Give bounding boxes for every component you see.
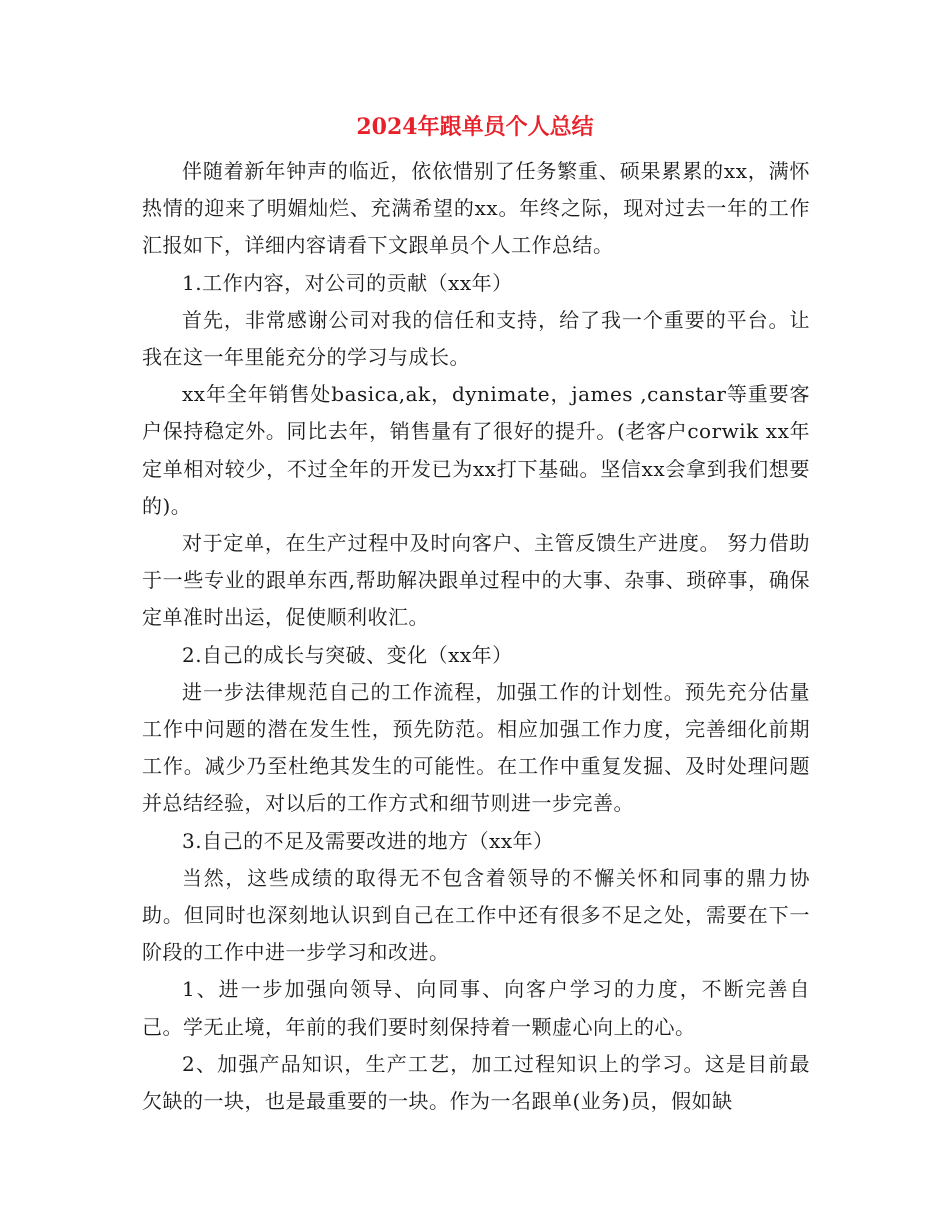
list-item-improvement-1: 1、进一步加强向领导、向同事、向客户学习的力度，不断完善自己。学无止境，年前的我们要时刻保持着一颗虚心向上的心。 xyxy=(142,977,810,1039)
document-body xyxy=(142,153,810,1120)
paragraph-shortcomings: 当然，这些成绩的取得无不包含着领导的不懈关怀和同事的鼎力协助。但同时也深刻地认识到自己在工作中还有很多不足之处，需要在下一阶段的工作中进一步学习和改进。 xyxy=(142,865,810,965)
paragraph-thanks: 首先，非常感谢公司对我的信任和支持，给了我一个重要的平台。让我在这一年里能充分的学习与成长。 xyxy=(142,307,810,370)
list-item-improvement-2: 2、加强产品知识，生产工艺，加工过程知识上的学习。这是目前最欠缺的一块，也是最重要的一块。作为一名跟单(业务)员，假如缺 xyxy=(142,1051,810,1114)
section-heading-growth: 2.自己的成长与突破、变化（xx年） xyxy=(182,642,513,667)
paragraph-growth: 进一步法律规范自己的工作流程，加强工作的计划性。预先充分估量工作中问题的潜在发生性，预先防范。相应加强工作力度，完善细化前期工作。减少乃至杜绝其发生的可能性。在工作中重复发掘、及时处理问题并总结经验，对以后的工作方式和细节则进一步完善。 xyxy=(142,679,810,816)
section-heading-work-content: 1.工作内容，对公司的贡献（xx年） xyxy=(182,270,513,295)
paragraph-intro: 伴随着新年钟声的临近，依依惜别了任务繁重、硕果累累的xx，满怀热情的迎来了明媚灿烂、充满希望的xx。年终之际，现对过去一年的工作汇报如下，详细内容请看下文跟单员个人工作总结。 xyxy=(142,159,810,258)
paragraph-orders: 对于定单，在生产过程中及时向客户、主管反馈生产进度。 努力借助于一些专业的跟单东西,帮助解决跟单过程中的大事、杂事、琐碎事，确保定单准时出运，促使顺利收汇。 xyxy=(142,531,810,630)
paragraph-sales: xx年全年销售处basica,ak，dynimate，james ,canstar等重要客户保持稳定外。同比去年，销售量有了很好的提升。(老客户corwik xx年定单相对较少，不过全年的开发已为xx打下基础。坚信xx会拿到我们想要的)。 xyxy=(142,382,810,518)
section-heading-shortcomings: 3.自己的不足及需要改进的地方（xx年） xyxy=(182,828,554,853)
document-title: 2024年跟单员个人总结 xyxy=(356,114,594,140)
